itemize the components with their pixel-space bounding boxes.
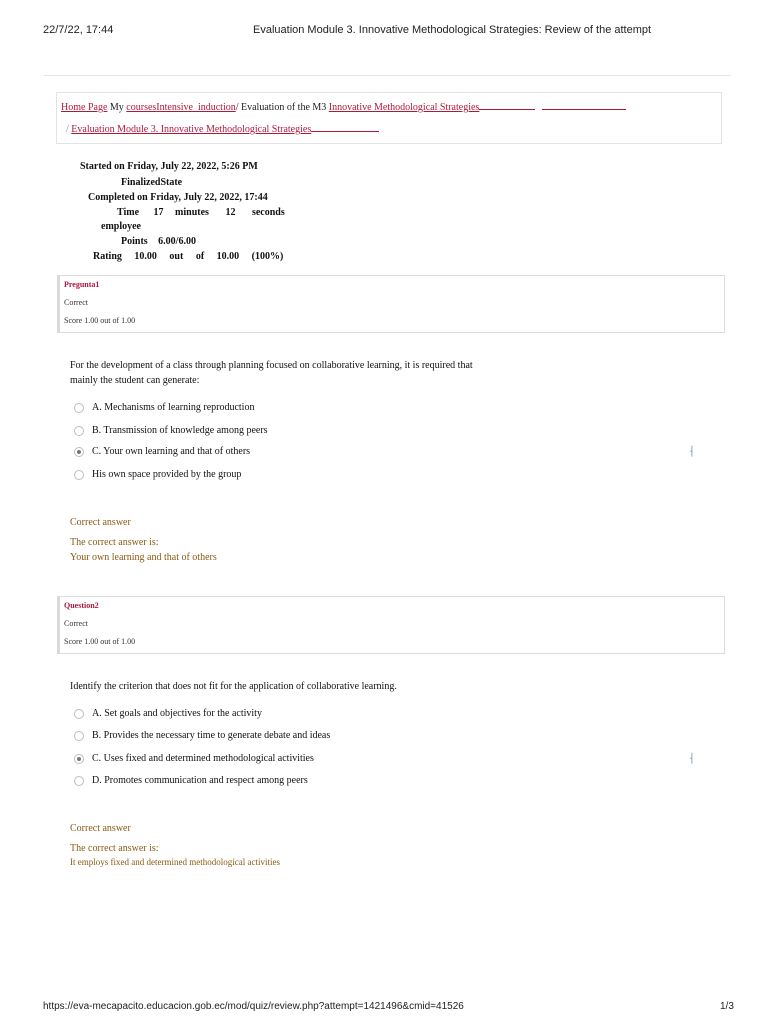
- correct-mark-icon: ⸡: [688, 445, 695, 457]
- print-url: https://eva-mecapacito.educacion.gob.ec/mod/quiz/review.php?attempt=1421496&cmid=41526: [43, 1001, 464, 1012]
- print-header: [0, 24, 768, 38]
- question-2-right-answer-label: The correct answer is:: [70, 843, 159, 854]
- question-1-radio-b[interactable]: [74, 426, 84, 436]
- question-1-option-a-label: A. Mechanisms of learning reproduction: [92, 402, 255, 413]
- question-2-option-b-label: B. Provides the necessary time to generate debate and ideas: [92, 730, 331, 741]
- correct-mark-icon-2: ⸡: [688, 752, 695, 764]
- summary-employee: employee: [101, 221, 141, 232]
- summary-time-minutes-word: minutes: [175, 207, 209, 218]
- question-2-radio-c-selected[interactable]: [74, 754, 84, 764]
- question-2-option-a-label: A. Set goals and objectives for the activity: [92, 708, 262, 719]
- question-2-right-answer: It employs fixed and determined methodological activities: [70, 857, 280, 867]
- print-page-title: Evaluation Module 3. Innovative Methodological Strategies: Review of the attempt: [253, 24, 652, 36]
- question-1-state: Correct: [64, 298, 88, 307]
- summary-points: [121, 236, 196, 247]
- breadcrumb-section-prefix: / Evaluation of the M3: [235, 102, 327, 113]
- question-1-right-answer-label: The correct answer is:: [70, 537, 159, 548]
- question-1-option-c[interactable]: [74, 446, 250, 457]
- summary-points-value: 6.00/6.00: [158, 236, 196, 247]
- breadcrumb-underline-1: [479, 100, 535, 110]
- breadcrumb-quiz-link[interactable]: Evaluation Module 3. Innovative Methodological Strategies: [71, 124, 312, 135]
- question-1-option-b[interactable]: [74, 425, 268, 436]
- summary-time-seconds-word: seconds: [251, 207, 285, 218]
- summary-completed: Completed on Friday, July 22, 2022, 17:44: [88, 192, 268, 203]
- question-2-option-d[interactable]: [74, 775, 308, 786]
- breadcrumb-courses-link[interactable]: courses: [126, 102, 157, 113]
- summary-rating-max: 10.00: [216, 251, 240, 262]
- question-1-radio-a[interactable]: [74, 403, 84, 413]
- breadcrumb-my: My: [109, 102, 124, 113]
- print-datetime: 22/7/22, 17:44: [43, 24, 114, 36]
- question-1-option-b-label: B. Transmission of knowledge among peers: [92, 425, 268, 436]
- question-1-option-d[interactable]: [74, 469, 241, 480]
- question-1-option-c-label: C. Your own learning and that of others: [92, 446, 251, 457]
- question-1-radio-d[interactable]: [74, 470, 84, 480]
- question-1-radio-c-selected[interactable]: [74, 447, 84, 457]
- question-2-option-c[interactable]: [74, 753, 314, 764]
- question-1-right-answer: Your own learning and that of others: [70, 552, 217, 563]
- question-2-option-a[interactable]: [74, 708, 262, 719]
- question-2-option-b[interactable]: [74, 730, 330, 741]
- breadcrumb-course-link[interactable]: Intensive_induction: [156, 102, 236, 113]
- question-1-feedback-title: Correct answer: [70, 517, 131, 528]
- question-2-radio-d[interactable]: [74, 776, 84, 786]
- question-2-info: [57, 596, 725, 654]
- breadcrumb-underline-3: [311, 122, 379, 132]
- breadcrumb-home-link[interactable]: Home Page: [61, 102, 108, 113]
- question-1-info: [57, 275, 725, 333]
- question-2-radio-b[interactable]: [74, 731, 84, 741]
- question-2-state: Correct: [64, 619, 88, 628]
- summary-rating-value: 10.00: [134, 251, 157, 262]
- summary-points-label: Points: [121, 236, 148, 247]
- question-2-text: Identify the criterion that does not fit for the application of collaborative learning.: [70, 681, 397, 692]
- breadcrumb-line-2: [66, 122, 379, 135]
- summary-rating-label: Rating: [93, 251, 122, 262]
- breadcrumb-line-1: [61, 100, 626, 113]
- question-1-grade: Score 1.00 out of 1.00: [64, 316, 136, 325]
- summary-time: [117, 207, 285, 218]
- question-2-grade: Score 1.00 out of 1.00: [64, 637, 136, 646]
- question-2-option-d-label: D. Promotes communication and respect among peers: [92, 775, 308, 786]
- summary-started: Started on Friday, July 22, 2022, 5:26 PM: [80, 161, 258, 172]
- header-divider: [44, 75, 731, 76]
- summary-rating-percent: (100%): [251, 251, 284, 262]
- summary-rating: [93, 251, 283, 262]
- summary-time-seconds: 12: [225, 207, 236, 218]
- summary-rating-out: out: [169, 251, 184, 262]
- question-2-radio-a[interactable]: [74, 709, 84, 719]
- question-1-option-a[interactable]: [74, 402, 254, 413]
- breadcrumb-separator: /: [66, 124, 69, 135]
- question-2-feedback-title: Correct answer: [70, 823, 131, 834]
- breadcrumb-section-link[interactable]: Innovative Methodological Strategies: [328, 102, 480, 113]
- question-1-text: For the development of a class through planning focused on collaborative learning, it is required that mainly the student can generate:: [70, 360, 473, 386]
- print-page-number: 1/3: [720, 1001, 734, 1012]
- summary-time-minutes: 17: [153, 207, 164, 218]
- breadcrumb-underline-2: [542, 100, 626, 110]
- question-1-option-d-label: His own space provided by the group: [92, 469, 242, 480]
- summary-state: FinalizedState: [121, 177, 183, 188]
- question-2-option-c-label: C. Uses fixed and determined methodological activities: [92, 753, 314, 764]
- summary-rating-of: of: [195, 251, 205, 262]
- question-1-number: Pregunta1: [64, 280, 100, 289]
- summary-time-label: Time: [117, 207, 140, 218]
- question-2-number: Question2: [64, 601, 99, 610]
